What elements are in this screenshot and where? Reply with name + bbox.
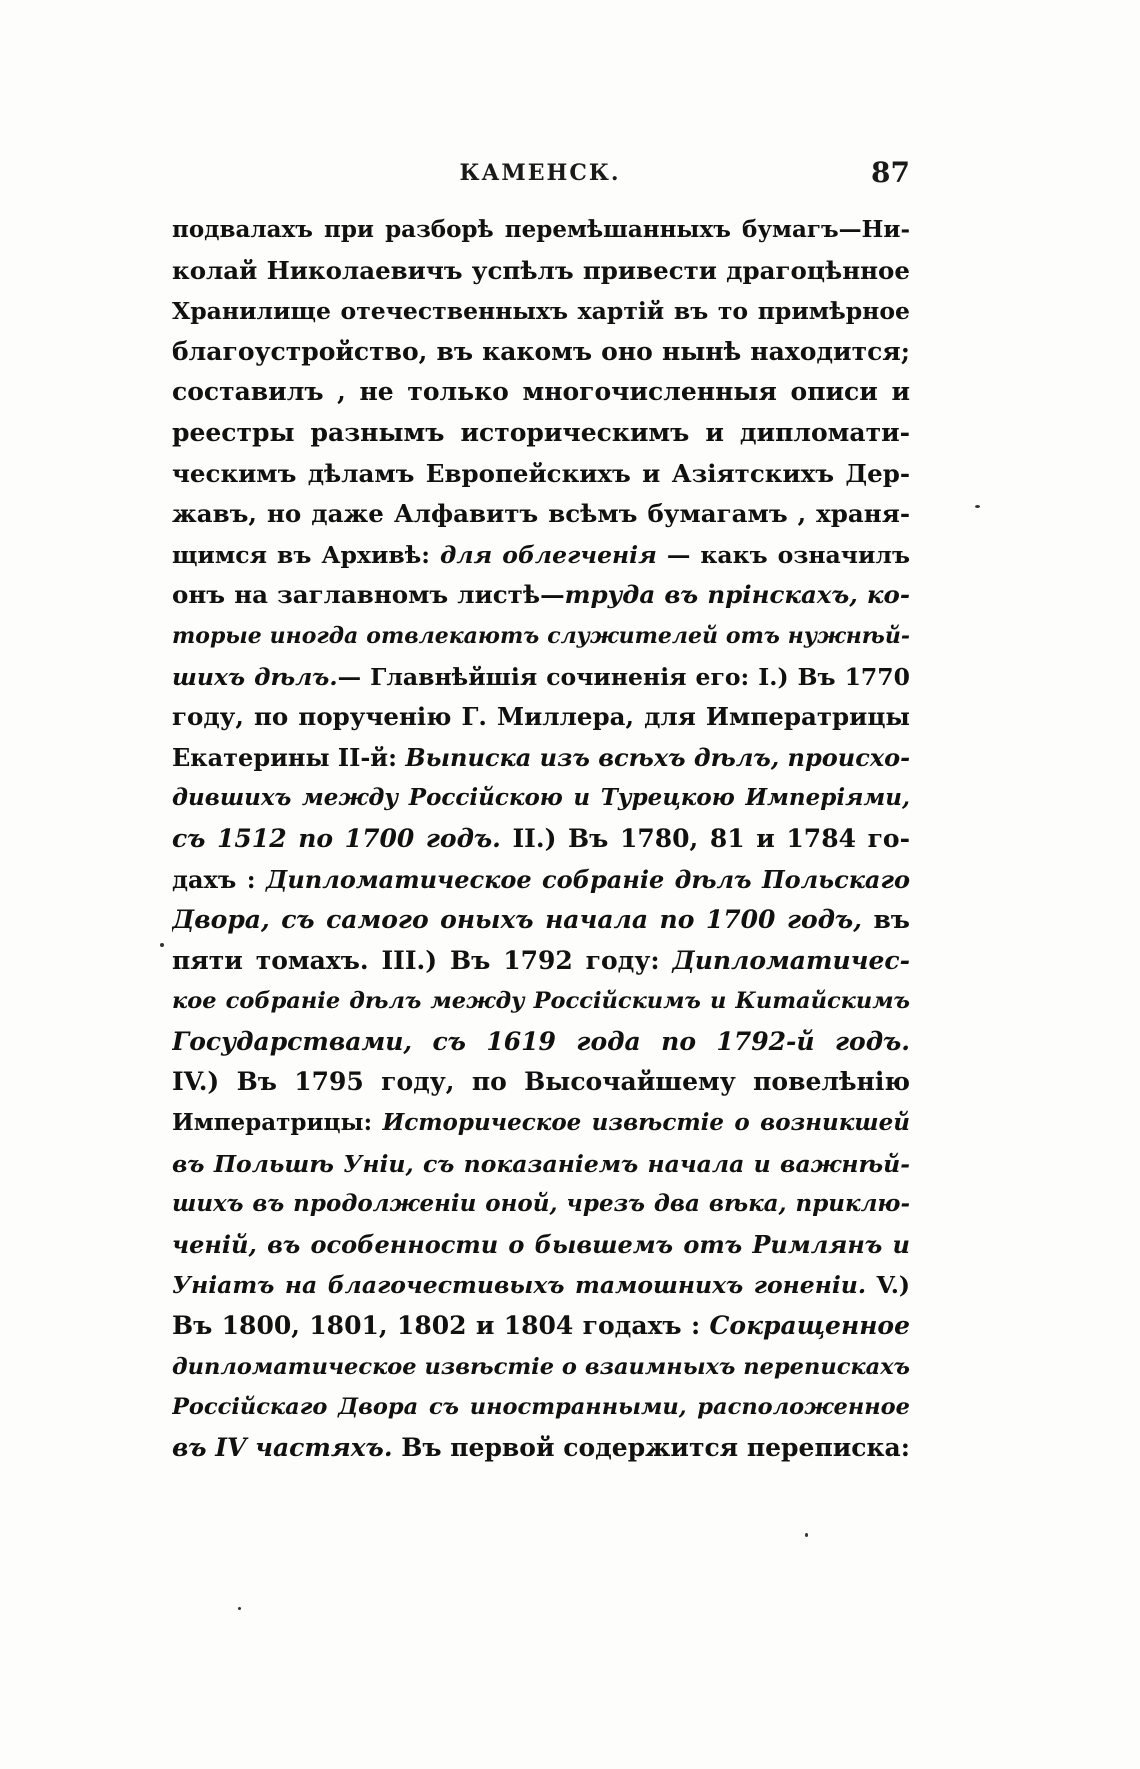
text-segment: ческимъ дѣламъ Европейскихъ и Азіятскихъ Дер- (172, 458, 910, 488)
text-segment: Екатерины II-й: (172, 742, 406, 772)
text-segment: году, по порученію Г. Миллера, для Императрицы (172, 702, 910, 732)
italic-segment: дипломатическое извѣстіе о взаимныхъ перепискахъ (172, 1353, 910, 1380)
italic-segment: Дипломатическое собраніе дѣлъ Польскаго (266, 864, 910, 894)
text-line (172, 900, 910, 941)
italic-segment: дившихъ между Россійскою и Турецкою Имперіями, (172, 784, 910, 812)
running-title: КАМЕНСК. (459, 160, 621, 186)
text-segment: — Главнѣйшія сочиненія его: I.) Въ 1770 (337, 662, 910, 691)
text-segment: II.) Въ 1780, 81 и 1784 го- (500, 823, 910, 853)
text-line (172, 535, 910, 576)
italic-segment: шихъ дѣлъ. (172, 662, 338, 691)
text-segment: благоустройство, въ какомъ оно нынѣ находится; (172, 336, 910, 366)
text-segment: дахъ : (172, 864, 267, 894)
scan-speck (975, 505, 980, 508)
text-segment: щимся въ Архивѣ: (172, 540, 440, 569)
italic-segment: съ 1512 по 1700 годъ. (172, 823, 501, 853)
text-line (172, 494, 910, 535)
text-line (172, 454, 910, 495)
text-line (172, 941, 910, 982)
text-line (172, 981, 910, 1022)
italic-segment: Уніатъ на благочестивыхъ тамошнихъ гоненіи. (172, 1271, 867, 1300)
scan-speck (160, 943, 164, 947)
text-line (172, 1022, 910, 1063)
italic-segment: Историческое извѣстіе о возникшей (382, 1109, 910, 1137)
text-line (172, 1144, 910, 1185)
text-line (172, 291, 910, 332)
italic-segment: кое собраніе дѣлъ между Россійскимъ и Китайскимъ (172, 988, 910, 1015)
text-line (172, 372, 910, 413)
text-line (172, 616, 910, 657)
italic-segment: Двора, съ самого оныхъ начала по 1700 годъ, (172, 905, 862, 935)
text-line (172, 778, 910, 819)
text-segment: пяти томахъ. III.) Въ 1792 году: (172, 945, 673, 975)
text-line (172, 738, 910, 779)
italic-segment: торые иногда отвлекаютъ служителей отъ нужнѣй- (172, 622, 910, 649)
text-segment: Хранилище отечественныхъ хартій въ то примѣрное (172, 297, 910, 326)
italic-segment: шихъ въ продолженіи оной, чрезъ два вѣка, приклю- (172, 1190, 910, 1218)
italic-segment: ченій, въ особенности о бывшемъ отъ Римлянъ и (172, 1229, 910, 1259)
text-segment: V.) (866, 1271, 910, 1300)
italic-segment: Выписка изъ всѣхъ дѣлъ, происхо- (405, 742, 910, 772)
italic-segment: для облегченія (439, 540, 657, 569)
text-segment: подвалахъ при разборѣ перемѣшанныхъ бумагъ—Ни- (172, 216, 910, 243)
text-segment: Императрицы: (172, 1109, 383, 1137)
text-segment: составилъ , не только многочисленныя описи и (172, 377, 910, 407)
text-segment: реестры разнымъ историческимъ и дипломати- (172, 417, 910, 447)
text-segment: Въ 1800, 1801, 1802 и 1804 годахъ : (172, 1311, 710, 1341)
text-segment: въ (861, 905, 910, 935)
italic-segment: Государствами, съ 1619 года по 1792-й годъ. (172, 1026, 910, 1056)
text-line (172, 575, 910, 616)
italic-segment: въ IV частяхъ. (172, 1432, 393, 1462)
text-line (172, 332, 910, 373)
text-line (172, 1184, 910, 1225)
italic-segment: Россійскаго Двора съ иностранными, расположенное (172, 1394, 910, 1421)
italic-segment: въ Польшѣ Уніи, съ показаніемъ начала и важнѣй- (172, 1149, 910, 1178)
italic-segment: Сокращенное (709, 1311, 910, 1341)
text-line (172, 860, 910, 901)
text-line (172, 1265, 910, 1306)
text-line (172, 413, 910, 454)
scan-speck (805, 1533, 808, 1537)
text-line (172, 1306, 910, 1347)
text-line (172, 697, 910, 738)
page-number: 87 (871, 156, 910, 189)
text-line (172, 210, 910, 251)
text-line (172, 657, 910, 698)
text-line (172, 1062, 910, 1103)
text-line (172, 251, 910, 292)
body-text (172, 210, 910, 1468)
text-segment: колай Николаевичъ успѣлъ привести драгоцѣнное (172, 255, 910, 285)
text-segment: — какъ означилъ (656, 540, 910, 569)
text-line (172, 1428, 910, 1469)
text-line (172, 1347, 910, 1388)
text-line (172, 1387, 910, 1428)
text-line (172, 1103, 910, 1144)
italic-segment: Дипломатичес- (672, 945, 910, 975)
text-line (172, 819, 910, 860)
scan-speck (238, 1607, 241, 1610)
text-line (172, 1225, 910, 1266)
text-segment: Въ первой содержится переписка: (392, 1432, 910, 1462)
text-segment: жавъ, но даже Алфавитъ всѣмъ бумагамъ , храня- (172, 499, 910, 529)
text-segment: онъ на заглавномъ листѣ— (172, 580, 565, 610)
text-segment: IV.) Въ 1795 году, по Высочайшему повелѣнію (172, 1067, 910, 1097)
running-head (170, 156, 910, 200)
italic-segment: труда въ прінскахъ, ко- (564, 580, 910, 610)
